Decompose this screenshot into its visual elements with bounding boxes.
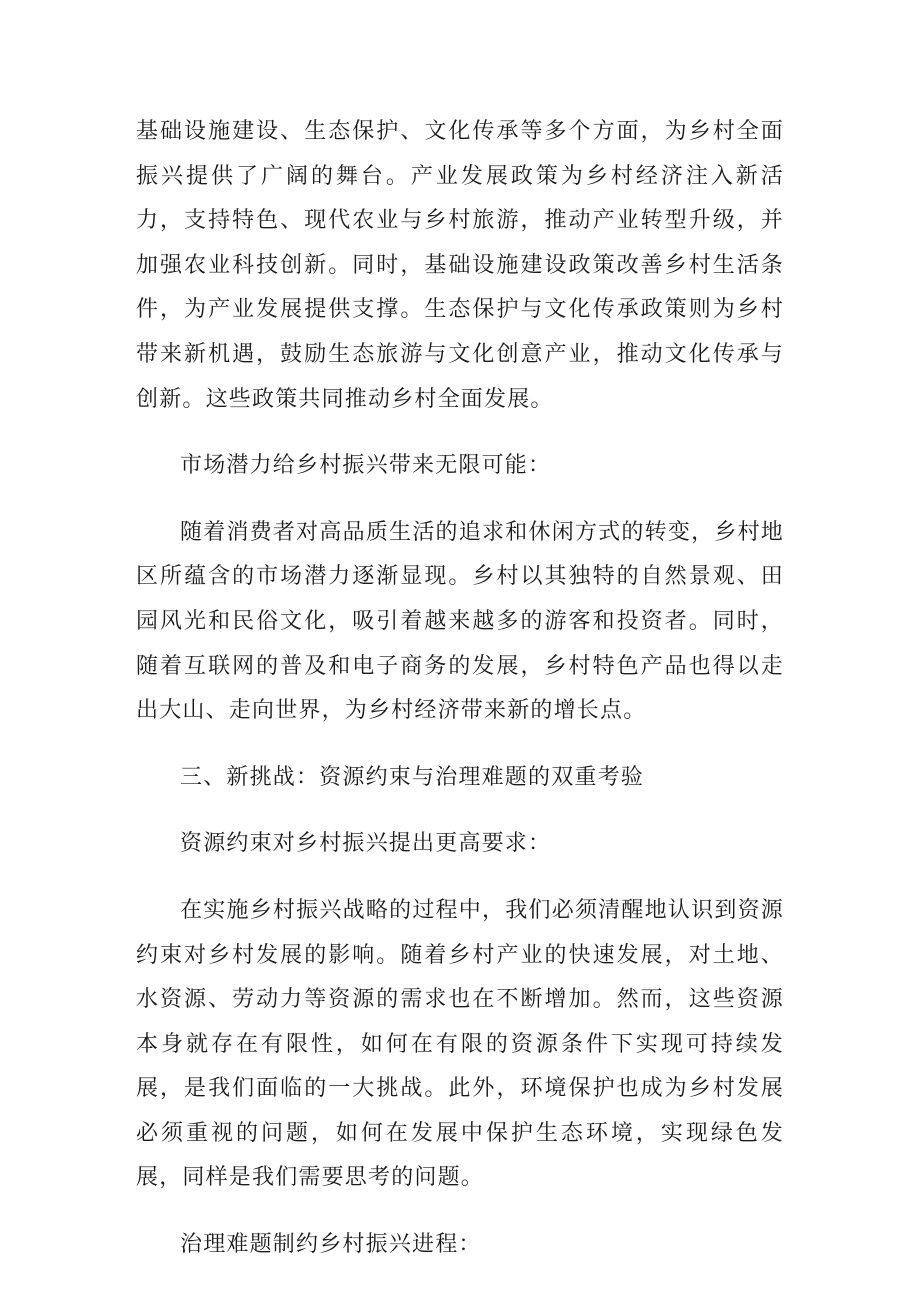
document-body (136, 110, 784, 1268)
paragraph-policy-continuation: 基础设施建设、生态保护、文化传承等多个方面，为乡村全面振兴提供了广阔的舞台。产业发展政策为乡村经济注入新活力，支持特色、现代农业与乡村旅游，推动产业转型升级，并加强农业科技创新。同时，基础设施建设政策改善乡村生活条件，为产业发展提供支撑。生态保护与文化传承政策则为乡村带来新机遇，鼓励生态旅游与文化创意产业，推动文化传承与创新。这些政策共同推动乡村全面发展。 (136, 119, 784, 412)
paragraph-market-potential: 随着消费者对高品质生活的追求和休闲方式的转变，乡村地区所蕴含的市场潜力逐渐显现。乡村以其独特的自然景观、田园风光和民俗文化，吸引着越来越多的游客和投资者。同时，随着互联网的普及和电子商务的发展，乡村特色产品也得以走出大山、走向世界，为乡村经济带来新的增长点。 (136, 519, 784, 724)
subheading-market-potential: 市场潜力给乡村振兴带来无限可能： (180, 453, 552, 479)
subheading-governance-difficulties: 治理难题制约乡村振兴进程： (180, 1232, 482, 1258)
paragraph-resource-constraints: 在实施乡村振兴战略的过程中，我们必须清醒地认识到资源约束对乡村发展的影响。随着乡村产业的快速发展，对土地、水资源、劳动力等资源的需求也在不断增加。然而，这些资源本身就存在有限性，如何在有限的资源条件下实现可持续发展，是我们面临的一大挑战。此外，环境保护也成为乡村发展必须重视的问题，如何在发展中保护生态环境，实现绿色发展，同样是我们需要思考的问题。 (136, 897, 784, 1191)
subheading-resource-constraints: 资源约束对乡村振兴提出更高要求： (180, 831, 552, 857)
section-heading-new-challenges: 三、新挑战：资源约束与治理难题的双重考验 (180, 764, 645, 790)
